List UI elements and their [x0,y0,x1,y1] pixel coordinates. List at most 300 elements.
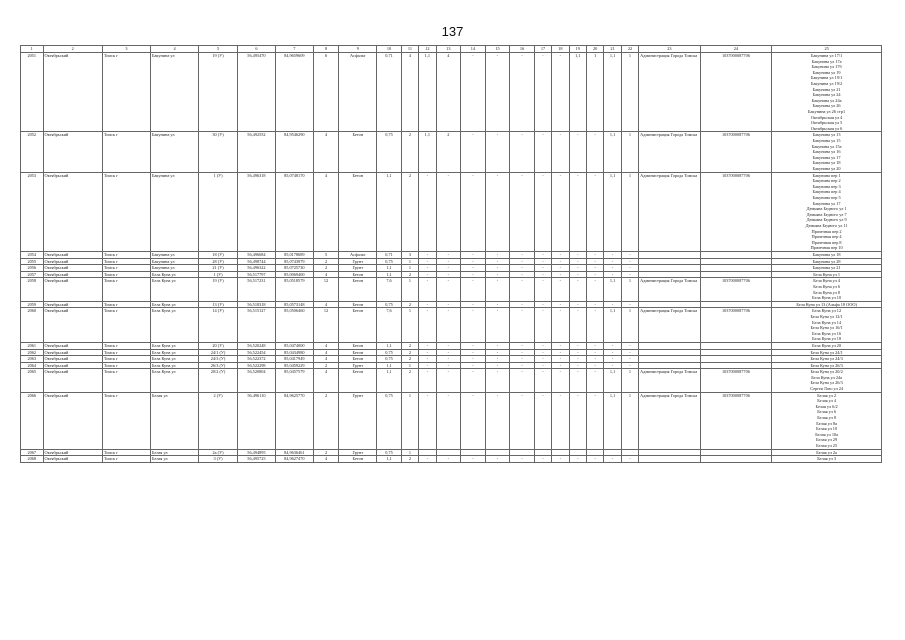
table-cell: 1 [401,392,418,449]
table-cell: Бела Куна ул [151,271,199,278]
point-address: Бакунина ул 17а [811,58,842,64]
table-cell: - [552,356,569,363]
table-cell: - [604,356,621,363]
table-cell: - [534,132,551,172]
table-cell: 56,518318 [238,301,276,308]
table-cell: Бетон [339,356,377,363]
table-cell [700,449,772,456]
table-cell: Администрация Города Томска [639,278,700,301]
table-cell: - [604,251,621,258]
header-cell: 4 [151,46,199,53]
table-row [21,258,882,265]
table-cell: 2065 [21,369,44,392]
table-cell: 85,0459229 [275,362,313,369]
table-cell: - [419,308,436,343]
table-cell: 85,0417949 [275,356,313,363]
table-cell: Бетон [339,132,377,172]
table-cell: - [461,392,486,449]
table-cell: 0,71 [377,251,402,258]
table-cell: - [461,265,486,272]
table-cell: - [436,251,461,258]
table-cell [700,356,772,363]
table-cell: 2 [401,172,418,251]
table-cell: 85,0457579 [275,369,313,392]
point-address: Белая ул 6 [817,409,837,415]
table-cell: Томск г [102,251,150,258]
table-cell: - [461,132,486,172]
header-cell: 21 [604,46,621,53]
point-address: Бакунина ул 18 [812,160,841,166]
table-cell: - [534,53,551,132]
table-cell: 56,522298 [238,362,276,369]
table-cell: - [485,308,510,343]
table-cell: - [510,278,535,301]
table-cell: - [419,172,436,251]
table-cell: - [534,278,551,301]
point-address: Демьяна Бедного ул 9 [806,217,847,223]
table-cell: Томск г [102,449,150,456]
table-cell: - [485,265,510,272]
table-cell: - [586,132,603,172]
table-cell: 2 [401,356,418,363]
table-cell: Грунт [339,392,377,449]
table-cell: - [485,53,510,132]
table-cell: 1037000087706 [700,172,772,251]
point-address: Октябрьская ул 6 [810,125,843,131]
table-cell: Томск г [102,349,150,356]
table-cell: 0,75 [377,301,402,308]
point-address: Бела Куна ул 26/3 [810,380,843,386]
table-cell: 1 [621,132,638,172]
table-cell: Октябрьский [43,308,102,343]
table-cell [700,251,772,258]
table-cell: 56,496322 [238,265,276,272]
table-cell: 85,0743979 [275,258,313,265]
table-cell: - [552,271,569,278]
table-cell: - [485,362,510,369]
point-address: Демьяна Бедного ул 11 [805,222,848,228]
table-cell [485,449,510,456]
table-cell: 1 (У) [199,271,238,278]
table-cell: - [621,271,638,278]
table-cell: Томск г [102,258,150,265]
table-cell: 56,515127 [238,308,276,343]
point-address: Бела Куна ул 13 (Альфа 18 ООО) [796,301,857,307]
point-address: Бакунина ул 16 [812,149,841,155]
table-cell: 56,522454 [238,349,276,356]
header-cell: 20 [586,46,603,53]
point-address: Бела Куна ул 14 [812,319,842,325]
table-cell: 1 [401,308,418,343]
table-cell: 1,1 [569,53,586,132]
point-address: Октябрьская ул 5 [810,120,843,126]
table-cell: 4 [313,342,339,349]
table-cell: - [534,356,551,363]
table-cell [700,265,772,272]
point-address: Бела Куна ул 18 [812,336,842,342]
header-cell: 22 [621,46,638,53]
table-cell: 84,9636461 [275,449,313,456]
table-cell: 0,75 [377,356,402,363]
points-cell [772,308,882,343]
table-cell: - [552,265,569,272]
table-cell: 56,496110 [238,392,276,449]
table-cell: - [461,456,486,463]
table-cell: 1 [401,362,418,369]
table-row [21,342,882,349]
point-address: Прачечная пер 8 [811,239,842,245]
table-cell: - [485,456,510,463]
table-cell: 13 (У) [199,301,238,308]
point-address: Бела Куна ул 6 [813,283,841,289]
table-cell: 1 [621,278,638,301]
table-row [21,349,882,356]
table-cell: 4 [313,369,339,392]
table-cell: 4 [313,301,339,308]
table-cell: 6 [313,53,339,132]
table-cell: 2051 [21,53,44,132]
table-row [21,301,882,308]
point-address: Демьяна Бедного ул 1 [806,206,847,212]
header-cell: 10 [377,46,402,53]
table-cell: - [586,308,603,343]
table-cell: Октябрьский [43,356,102,363]
table-cell: - [569,278,586,301]
table-cell: 85,0518579 [275,278,313,301]
table-cell: - [569,342,586,349]
table-cell [586,449,603,456]
table-cell: - [586,456,603,463]
header-cell: 15 [485,46,510,53]
header-row [21,46,882,53]
table-row [21,392,882,449]
table-cell: Бетон [339,369,377,392]
table-cell: 2054 [21,251,44,258]
table-cell: - [569,132,586,172]
table-cell [700,301,772,308]
table-cell: Администрация Города Томска [639,369,700,392]
table-cell: - [534,308,551,343]
table-cell: - [569,456,586,463]
table-row [21,251,882,258]
points-cell [772,53,882,132]
point-address: Прачечная пер 2 [811,228,842,234]
header-cell: 11 [401,46,418,53]
points-cell [772,456,882,463]
table-row [21,278,882,301]
table-cell: 84,9627470 [275,456,313,463]
point-address: Прачечная пер 4 [811,234,842,240]
point-address: Белая ул 6/2 [815,403,838,409]
table-cell: - [510,456,535,463]
table-cell: Бела Куна ул [151,278,199,301]
table-cell: - [510,258,535,265]
table-cell: 2 (У) [199,392,238,449]
table-cell: 12 [313,278,339,301]
table-cell: Асфальт [339,53,377,132]
table-cell: - [552,53,569,132]
table-cell: - [485,251,510,258]
table-cell: 2067 [21,449,44,456]
table-cell: - [621,362,638,369]
point-address: Бакунина пер 4 [812,189,841,195]
table-cell: 1 [401,449,418,456]
table-cell: 1 [621,53,638,132]
table-cell: - [604,301,621,308]
point-address: Бакунина ул 24а [811,97,842,103]
point-address: Бела Куна ул 12 [812,308,842,314]
table-cell [700,362,772,369]
table-cell: Бела Куна ул [151,342,199,349]
table-cell: Бакунина ул [151,258,199,265]
table-cell: - [569,172,586,251]
table-cell: - [485,301,510,308]
table-cell: 84,9659609 [275,53,313,132]
table-cell: 1,1 [377,271,402,278]
table-cell: - [485,356,510,363]
table-cell: Октябрьский [43,53,102,132]
table-cell [604,449,621,456]
table-cell: - [552,349,569,356]
table-cell: 2064 [21,362,44,369]
table-cell: 26/3 (У) [199,362,238,369]
header-cell: 6 [238,46,276,53]
points-cell [772,349,882,356]
table-cell: Октябрьский [43,172,102,251]
header-cell: 3 [102,46,150,53]
table-cell: - [436,271,461,278]
table-cell: 56,522372 [238,356,276,363]
table-cell: - [510,356,535,363]
table-cell: - [552,308,569,343]
point-address: Демьяна Бедного ул 7 [806,211,847,217]
table-cell [419,449,436,456]
table-cell: Белая ул [151,449,199,456]
table-cell: Томск г [102,362,150,369]
table-cell: - [534,362,551,369]
table-row [21,132,882,172]
table-cell: Октябрьский [43,392,102,449]
table-cell: - [552,251,569,258]
table-cell [639,265,700,272]
table-cell: - [436,362,461,369]
table-cell: - [586,278,603,301]
table-cell: 2057 [21,271,44,278]
table-cell: - [604,258,621,265]
point-address: Бела Куна ул 1 [813,271,841,277]
point-address: Белая ул 4 [817,398,837,404]
table-row [21,308,882,343]
table-cell: - [510,265,535,272]
table-cell: - [586,301,603,308]
points-cell [772,392,882,449]
table-cell: 7,6 [377,278,402,301]
table-cell: Асфальт [339,251,377,258]
table-cell: - [419,342,436,349]
table-cell: - [485,349,510,356]
table-cell: Бетон [339,172,377,251]
table-cell: - [604,456,621,463]
point-address: Белая ул 8а [816,420,837,426]
table-cell: - [436,308,461,343]
table-cell: 0,75 [377,349,402,356]
table-cell: 2052 [21,132,44,172]
point-address: Бела Куна ул 4 [813,278,841,284]
point-address: Бакунина ул 17 [812,154,841,160]
table-cell: Октябрьский [43,369,102,392]
point-address: Бакунина пер 1 [812,172,841,178]
table-cell [700,258,772,265]
point-address: Бакунина ул 21 [812,86,841,92]
table-cell: - [419,251,436,258]
table-cell: 1,1 [604,392,621,449]
point-address: Белая ул 25 [816,443,838,449]
table-cell: 30 (У) [199,132,238,172]
table-cell: - [621,301,638,308]
table-cell: Бакунина ул [151,172,199,251]
table-cell: 56,494895 [238,449,276,456]
table-cell: - [485,172,510,251]
header-cell: 25 [772,46,882,53]
table-cell [534,449,551,456]
table-cell: 1037000087706 [700,53,772,132]
point-address: Бела Куна ул 16 [812,330,842,336]
table-cell: 56,520248 [238,342,276,349]
table-cell: - [621,251,638,258]
table-cell: - [604,362,621,369]
table-cell: 7,6 [377,308,402,343]
point-address: Бакунина ул 26 стр1 [808,108,846,114]
table-cell: Октябрьский [43,449,102,456]
table-cell: - [461,362,486,369]
table-cell: 2056 [21,265,44,272]
table-cell: - [436,278,461,301]
point-address: Бакунина ул 19/1 [810,75,843,81]
table-cell: - [436,258,461,265]
table-cell: 2055 [21,258,44,265]
table-row [21,271,882,278]
table-cell: Грунт [339,449,377,456]
table-cell: 2 [313,258,339,265]
table-cell: - [461,258,486,265]
table-cell: 1,1 [377,369,402,392]
table-cell [639,356,700,363]
table-cell: - [621,456,638,463]
table-cell: Октябрьский [43,265,102,272]
table-cell: - [621,258,638,265]
point-address: Бакунина ул 13 [812,132,841,138]
point-address: Бакунина ул 20 [812,165,841,171]
table-cell: Администрация Города Томска [639,53,700,132]
table-cell: Бетон [339,308,377,343]
table-cell: 85,0748170 [275,172,313,251]
point-address: Бакунина пер 3 [812,183,841,189]
table-cell: - [485,278,510,301]
table-cell: 24/3 (У) [199,356,238,363]
table-cell: - [419,456,436,463]
header-cell: 14 [461,46,486,53]
table-cell: 2061 [21,342,44,349]
point-address: Сергея Лазо ул 24 [810,386,844,392]
table-cell: - [510,172,535,251]
table-cell [700,456,772,463]
table-cell: 2а (У) [199,449,238,456]
header-cell: 8 [313,46,339,53]
table-cell: Бакунина ул [151,251,199,258]
table-cell [461,449,486,456]
point-address: Бакунина ул 15 [812,137,841,143]
table-cell: - [419,349,436,356]
table-cell: - [419,362,436,369]
table-cell: Октябрьский [43,271,102,278]
table-cell: - [510,392,535,449]
point-address: Белая ул 2 [817,392,837,398]
table-cell: Томск г [102,265,150,272]
table-cell: - [510,53,535,132]
table-cell: - [534,172,551,251]
table-cell: Администрация Города Томска [639,132,700,172]
table-cell: - [419,301,436,308]
table-cell: 2062 [21,349,44,356]
header-cell: 2 [43,46,102,53]
table-cell: - [436,342,461,349]
points-cell [772,251,882,258]
table-cell: - [510,349,535,356]
table-cell: Октябрьский [43,258,102,265]
table-cell: 1,1 [604,369,621,392]
points-cell [772,258,882,265]
table-cell: - [461,308,486,343]
header-cell: 9 [339,46,377,53]
table-cell: - [534,258,551,265]
point-address: Бела Куна ул 24а [811,374,843,380]
table-cell: Томск г [102,308,150,343]
table-cell: - [436,349,461,356]
table-cell: 2 [401,456,418,463]
table-cell: - [461,301,486,308]
table-cell: - [586,172,603,251]
header-cell: 24 [700,46,772,53]
table-cell: Октябрьский [43,362,102,369]
table-row [21,369,882,392]
table-cell: 0,71 [377,53,402,132]
point-address: Бела Куна ул 10 [812,295,842,301]
table-cell: 4 [313,172,339,251]
table-cell: 2 [401,132,418,172]
point-address: Белая ул 10 [816,426,838,432]
points-cell [772,369,882,392]
table-cell: 56,496684 [238,251,276,258]
table-cell: Октябрьский [43,132,102,172]
table-cell: Бетон [339,301,377,308]
table-cell: - [586,342,603,349]
table-cell: - [510,251,535,258]
table-cell: Белая ул [151,456,199,463]
table-cell: 1,1 [377,456,402,463]
point-address: Белая ул 29 [816,437,838,443]
table-cell: Томск г [102,392,150,449]
header-cell: 1 [21,46,44,53]
table-cell: 1037000087706 [700,369,772,392]
table-cell: Бела Куна ул [151,362,199,369]
header-cell: 5 [199,46,238,53]
table-cell: - [586,362,603,369]
table-cell [552,449,569,456]
table-cell: Администрация Города Томска [639,308,700,343]
table-cell: 1037000087706 [700,278,772,301]
table-cell: 1 [401,265,418,272]
table-cell: - [510,132,535,172]
